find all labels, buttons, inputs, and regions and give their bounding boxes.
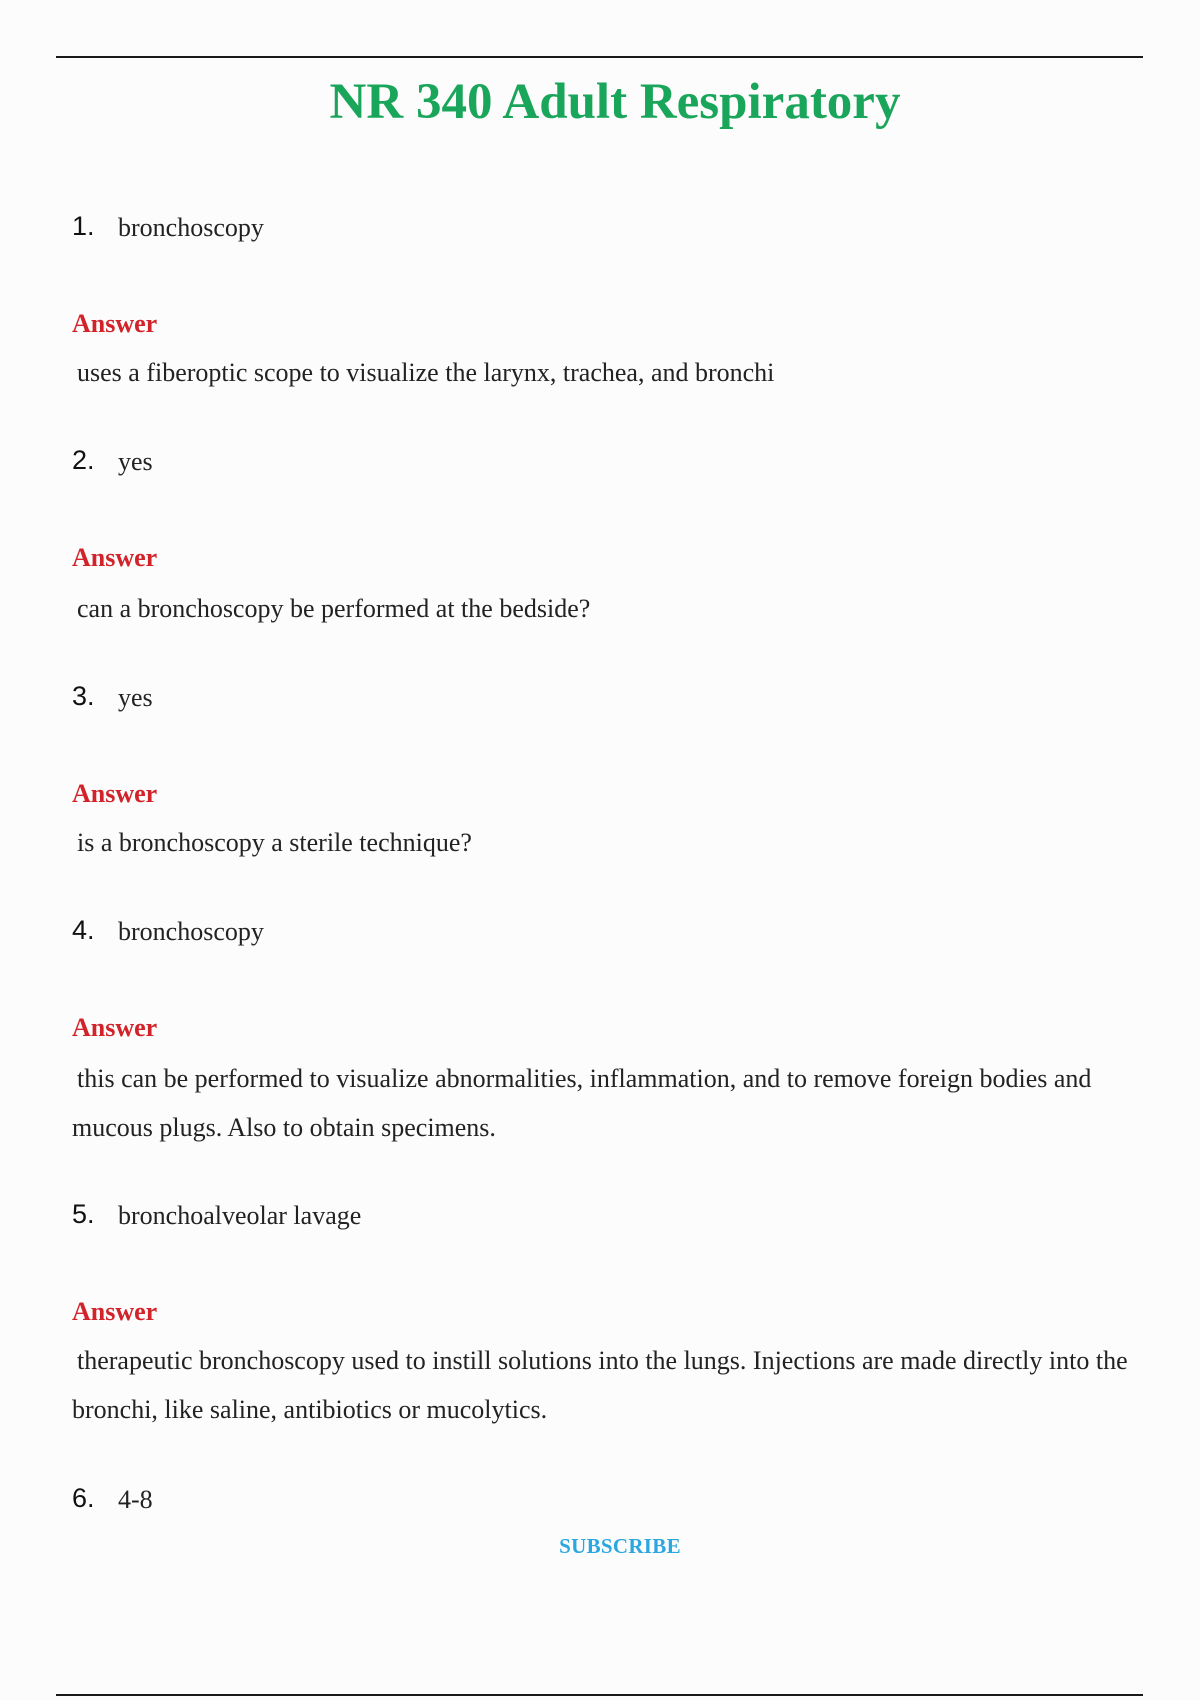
question-term: bronchoscopy [118,917,264,946]
question-term: yes [118,447,153,476]
answer-label: Answer [72,309,158,338]
question-term: bronchoalveolar lavage [118,1201,362,1230]
subscribe-link[interactable]: SUBSCRIBE [559,1534,681,1558]
answer-text: therapeutic bronchoscopy used to instill solutions into the lungs. Injections are made directly into the bronchi, like saline, antibiotics or mucolytics. [72,1346,1128,1424]
answer-label: Answer [72,543,158,572]
answer-label: Answer [72,779,158,808]
question-number: 4. [72,915,95,945]
question-number: 6. [72,1483,95,1513]
bottom-rule [56,1694,1143,1696]
question-number: 5. [72,1199,95,1229]
question-number: 2. [72,445,95,475]
answer-text: can a bronchoscopy be performed at the bedside? [77,594,591,623]
question-term: 4-8 [118,1485,153,1514]
answer-text: uses a fiberoptic scope to visualize the larynx, trachea, and bronchi [77,358,775,387]
answer-text: this can be performed to visualize abnormalities, inflammation, and to remove foreign bodies and mucous plugs. Also to obtain specimens. [72,1064,1092,1142]
question-term: bronchoscopy [118,213,264,242]
document-title: NR 340 Adult Respiratory [329,74,901,130]
answer-label: Answer [72,1297,158,1326]
question-number: 1. [72,211,95,241]
answer-text: is a bronchoscopy a sterile technique? [77,828,472,857]
question-term: yes [118,683,153,712]
question-number: 3. [72,681,95,711]
answer-label: Answer [72,1013,158,1042]
